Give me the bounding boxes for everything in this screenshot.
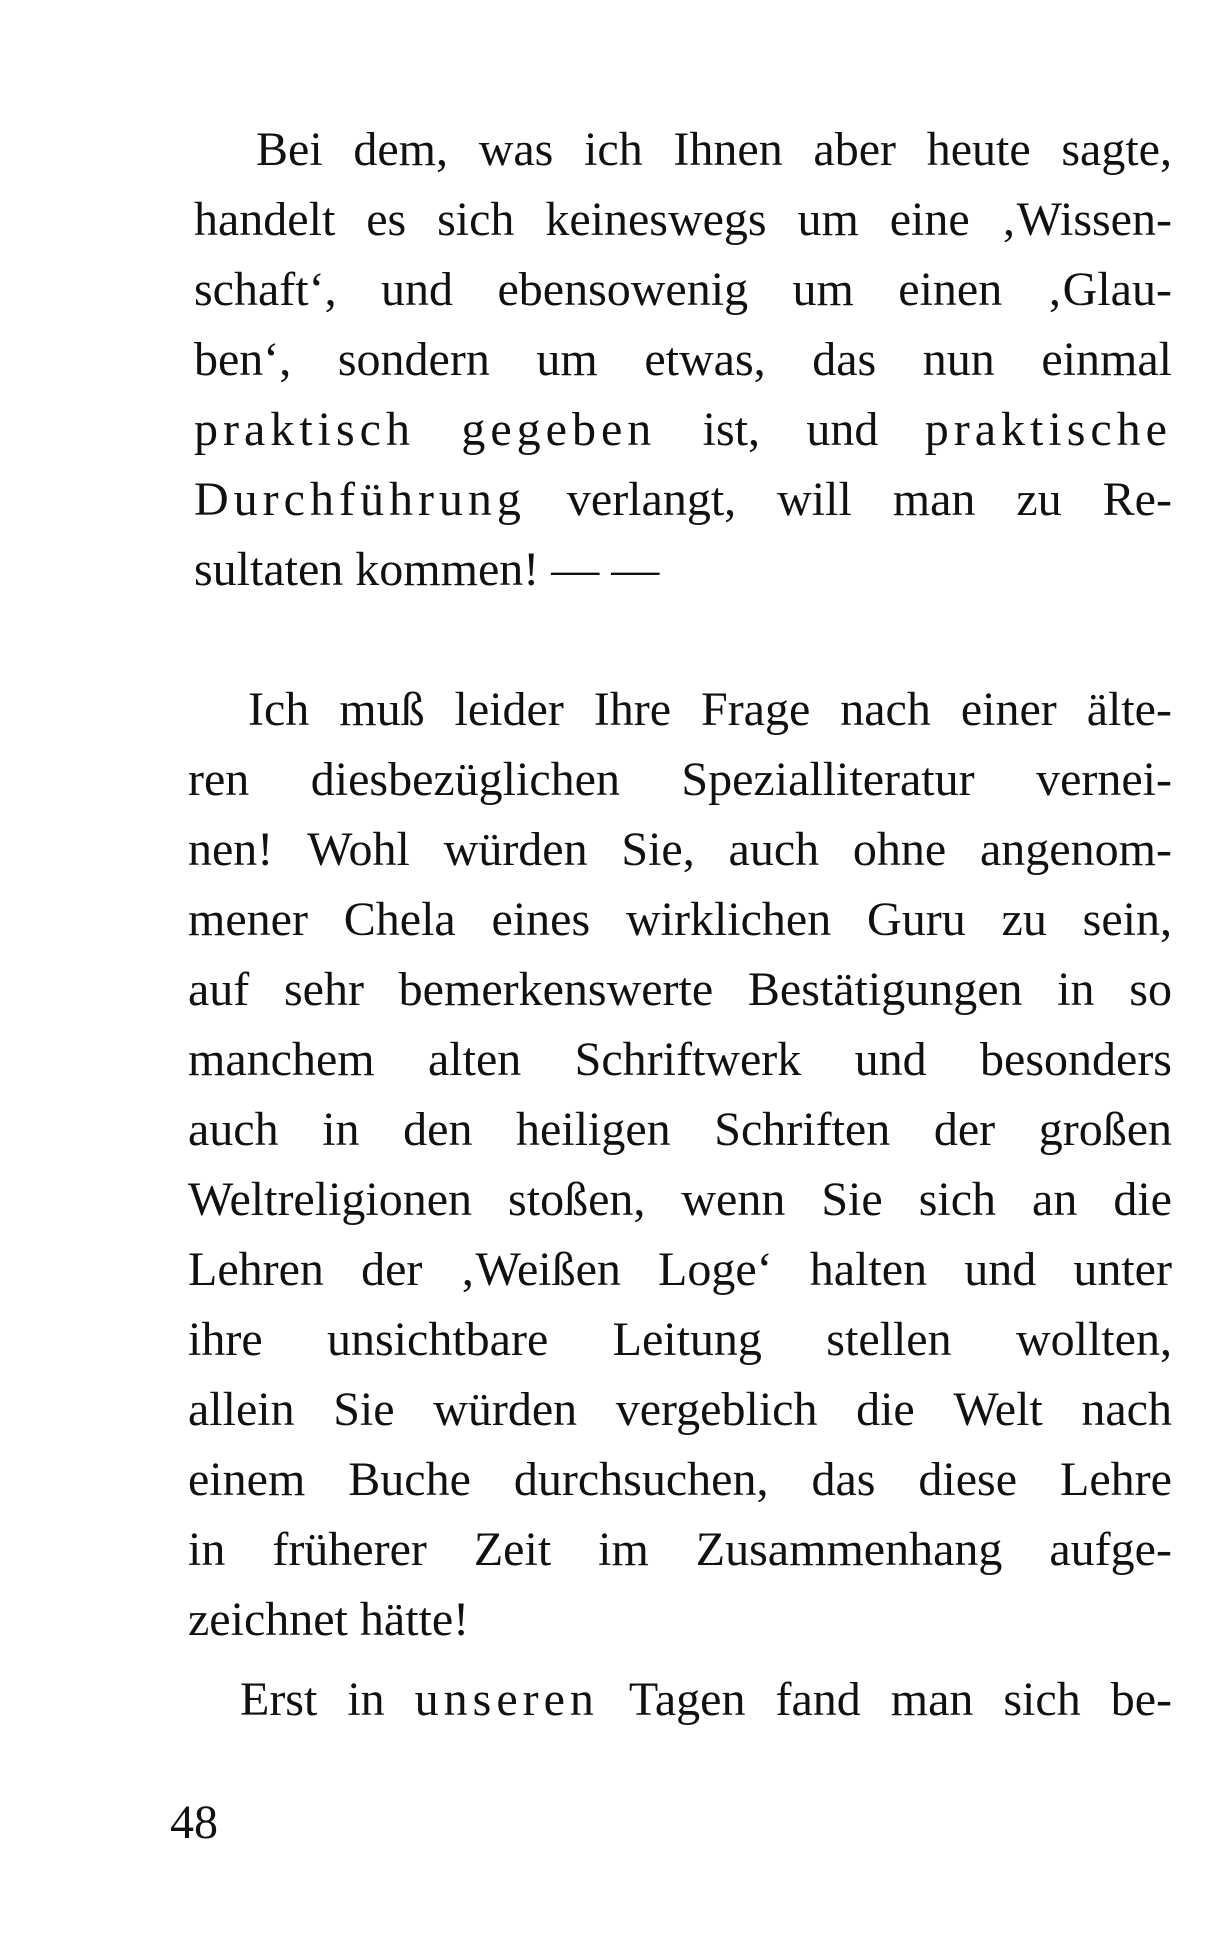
text-line: ben‘, sondern um etwas, das nun einmal [194, 333, 1172, 386]
page-number: 48 [170, 1796, 218, 1849]
text-line: Lehren der ‚Weißen Loge‘ halten und unter [188, 1243, 1172, 1296]
text-line: allein Sie würden vergeblich die Welt nach [188, 1383, 1172, 1436]
text-line: nen! Wohl würden Sie, auch ohne angenom- [188, 823, 1172, 876]
text-line: zeichnet hätte! [188, 1593, 470, 1646]
text-line: Durchführung verlangt, will man zu Re- [194, 473, 1172, 526]
text-line: sultaten kommen! — — [194, 543, 660, 596]
text-line: schaft‘, und ebensowenig um einen ‚Glau- [194, 263, 1172, 316]
text-line: Ich muß leider Ihre Frage nach einer älte- [248, 683, 1172, 736]
text-line: manchem alten Schriftwerk und besonders [188, 1033, 1172, 1086]
text-line-emphasized: praktisch gegeben ist, und praktische [194, 403, 1172, 456]
text-line: in früherer Zeit im Zusammenhang aufge- [188, 1523, 1172, 1576]
text-line: mener Chela eines wirklichen Guru zu sein, [188, 893, 1172, 946]
text-line: handelt es sich keineswegs um eine ‚Wissen- [194, 193, 1172, 246]
text-line: ren diesbezüglichen Spezialliteratur vernei- [188, 753, 1172, 806]
text-line: auch in den heiligen Schriften der großen [188, 1103, 1172, 1156]
text-line: Weltreligionen stoßen, wenn Sie sich an die [188, 1173, 1172, 1226]
text-line: ihre unsichtbare Leitung stellen wollten, [188, 1313, 1172, 1366]
text-line: Erst in unseren Tagen fand man sich be- [240, 1673, 1172, 1726]
text-line: einem Buche durchsuchen, das diese Lehre [188, 1453, 1172, 1506]
text-line: Bei dem, was ich Ihnen aber heute sagte, [256, 123, 1172, 176]
text-line: auf sehr bemerkenswerte Bestätigungen in so [188, 963, 1172, 1016]
